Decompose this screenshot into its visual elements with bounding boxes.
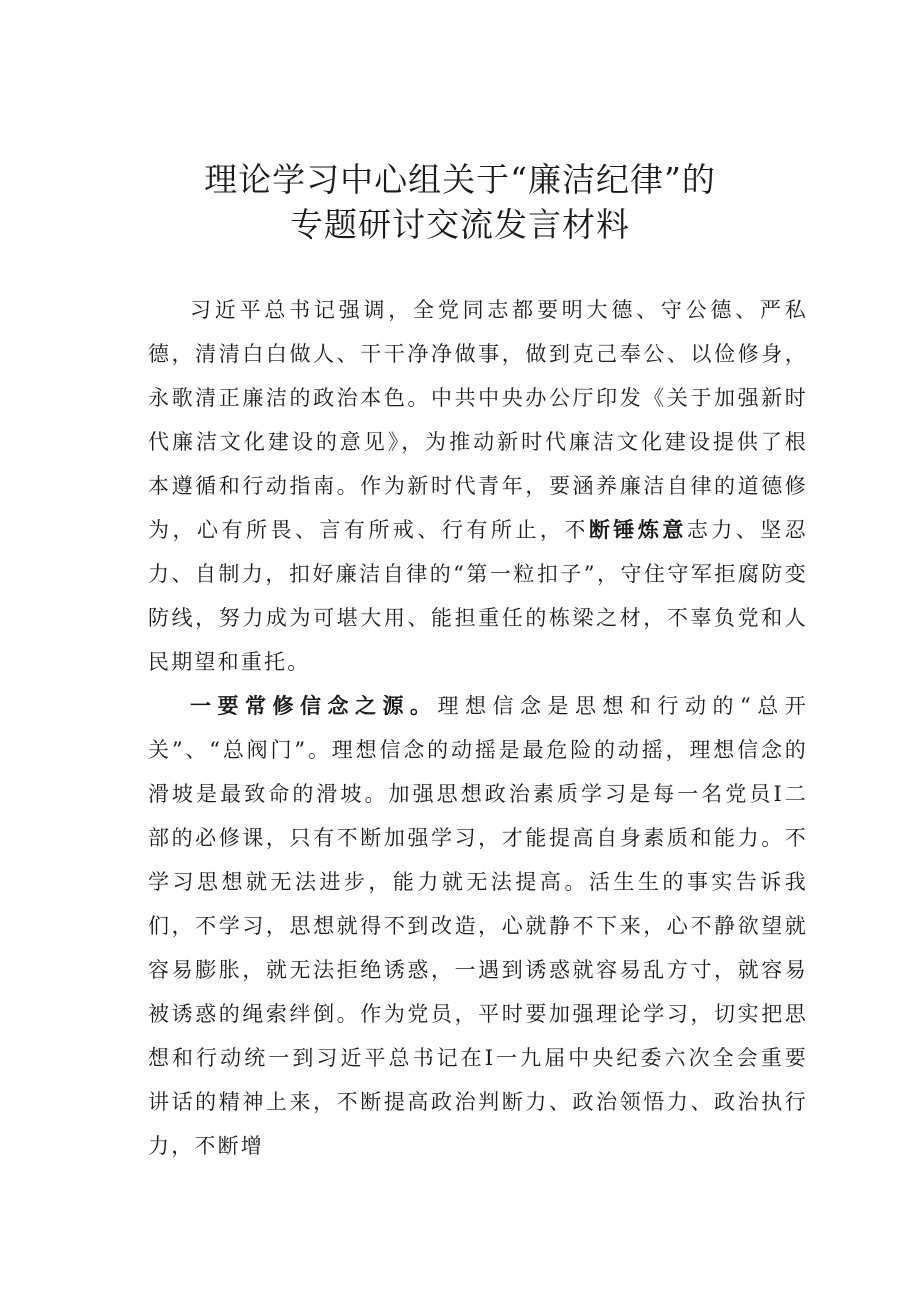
paragraph-text: 习近平总书记强调，全党同志都要明大德、守公德、严私德，清清白白做人、干干净净做事，做到克己奉公、以俭修身，永歌清正廉洁的政治本色。中共中央办公厅印发《关于加强新时代廉洁文化建设的意见》，为推动新时代廉洁文化建设提供了根本遵循和行动指南。作为新时代青年，要涵养廉洁自律的道德修为，心有所畏、言有所戒、行有所止，不 <box>148 298 808 542</box>
paragraph-point-one <box>148 684 808 1168</box>
paragraph-intro <box>148 288 808 684</box>
emphasis-text: 断锤炼意 <box>588 518 687 542</box>
paragraph-text: 志力、坚忍力、自制力，扣好廉洁自律的“第一粒扣子”，守住守军拒腐防变防线，努力成为可堪大用、能担重任的栋梁之材，不辜负党和人民期望和重托。 <box>148 518 808 674</box>
document-body <box>148 288 808 1168</box>
document-title-line-1: 理论学习中心组关于“廉洁纪律”的 <box>204 160 716 199</box>
section-heading-text: 一要常修信念之源。 <box>190 694 438 718</box>
document-title-line-2: 专题研讨交流发言材料 <box>290 205 630 244</box>
paragraph-text: 理想信念是思想和行动的“总开关”、“总阀门”。理想信念的动摇是最危险的动摇，理想信念的滑坡是最致命的滑坡。加强思想政治素质学习是每一名党员Ⅰ二部的必修课，只有不断加强学习，才能提高自身素质和能力。不学习思想就无法进步，能力就无法提高。活生生的事实告诉我们，不学习，思想就得不到改造，心就静不下来，心不静欲望就容易膨胀，就无法拒绝诱惑，一遇到诱惑就容易乱方寸，就容易被诱惑的绳索绊倒。作为党员，平时要加强理论学习，切实把思想和行动统一到习近平总书记在Ⅰ一九届中央纪委六次全会重要讲话的精神上来，不断提高政治判断力、政治领悟力、政治执行力，不断增 <box>148 694 808 1158</box>
